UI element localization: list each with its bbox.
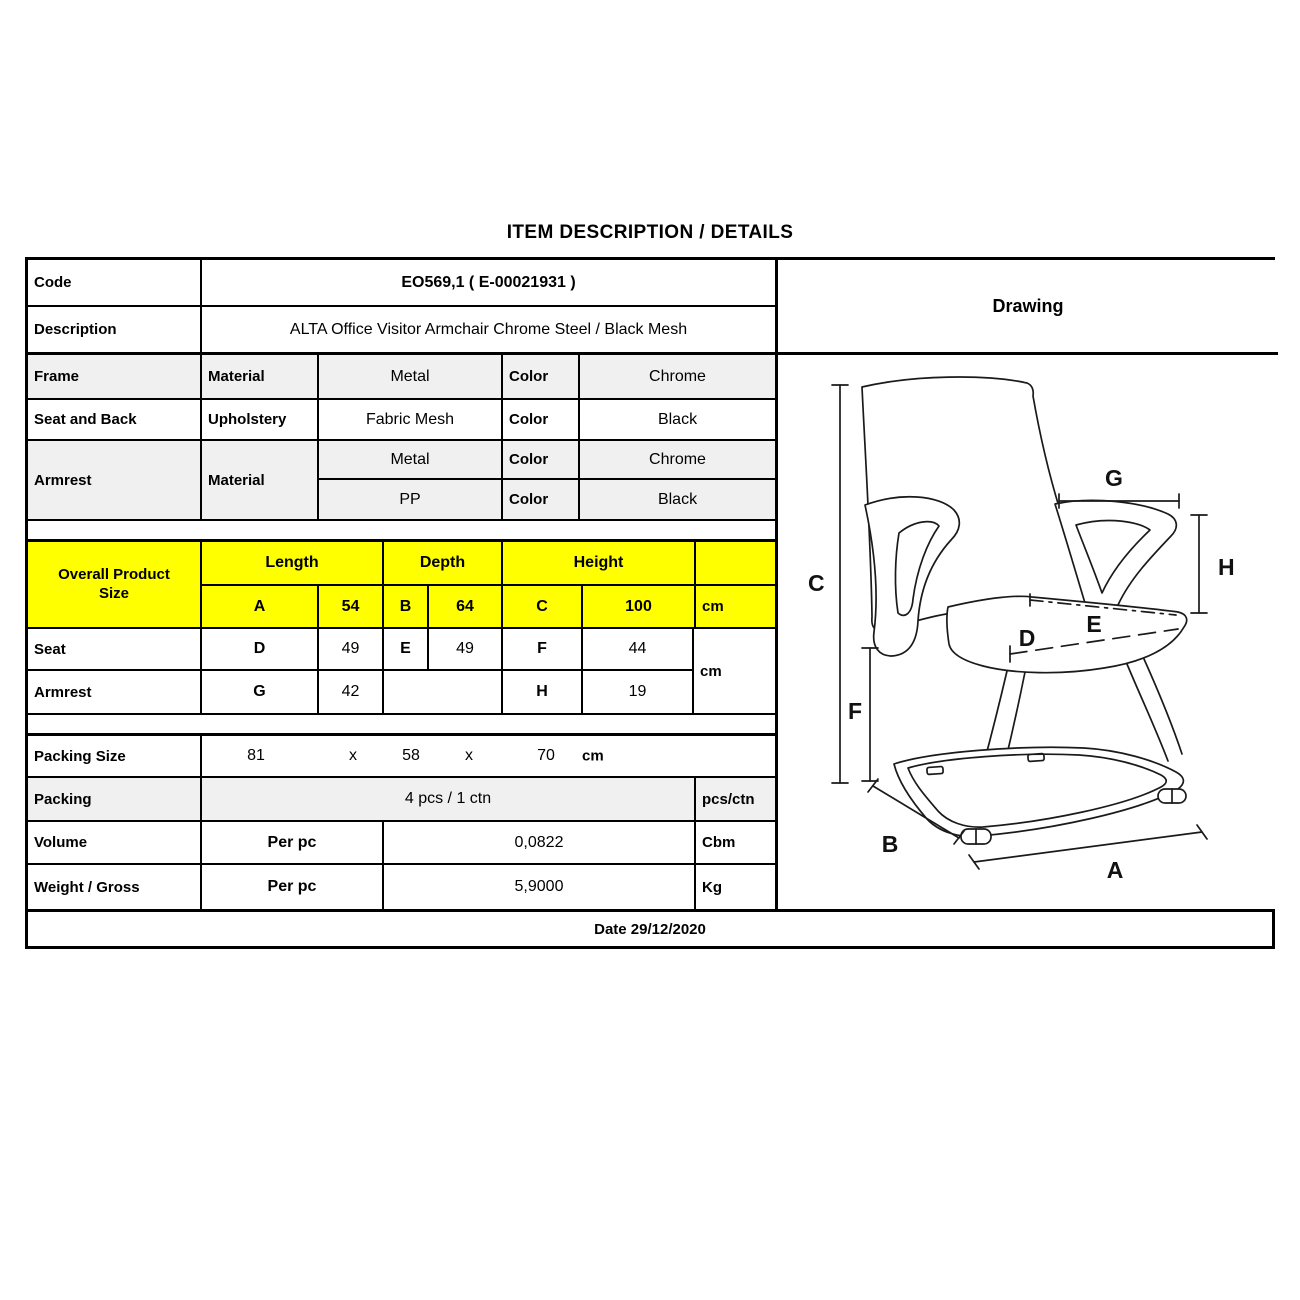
height-header: Height xyxy=(503,542,696,584)
armrest-material2-value: PP xyxy=(319,480,503,519)
packing-size-values xyxy=(202,736,775,776)
dim-label-h: H xyxy=(1218,554,1235,580)
frame-part-label: Frame xyxy=(28,355,202,398)
armrest-material1-value: Metal xyxy=(319,441,503,478)
armrest-part-label: Armrest xyxy=(28,441,202,519)
seat-back-row xyxy=(28,400,775,441)
armrest-color1-value: Chrome xyxy=(649,450,706,468)
size-unit: cm xyxy=(702,598,724,615)
dim-h-value: 19 xyxy=(628,683,647,700)
code-row xyxy=(28,260,775,307)
dim-f-value: 44 xyxy=(628,640,647,657)
seat-armrest-size-rows xyxy=(28,629,775,715)
weight-row xyxy=(28,865,775,909)
dim-empty-cell xyxy=(384,671,503,713)
chair-technical-drawing xyxy=(778,355,1278,909)
dim-b-value: 64 xyxy=(429,586,503,627)
packing-unit: pcs/ctn xyxy=(702,790,755,808)
dim-f-letter: F xyxy=(503,629,583,669)
depth-header: Depth xyxy=(384,542,503,584)
seat-armrest-left xyxy=(28,629,694,713)
description-label: Description xyxy=(28,307,202,352)
frame-attr-label: Material xyxy=(202,355,319,398)
frame-material-value: Metal xyxy=(319,355,503,398)
dim-c-letter: C xyxy=(503,586,583,627)
date-row xyxy=(28,909,1272,946)
armrest-color1-label: Color xyxy=(503,441,580,478)
armrest-subrow-metal xyxy=(319,441,775,480)
armrest-color2-value: Black xyxy=(657,490,698,508)
details-left-section xyxy=(28,260,775,909)
frame-color-label: Color xyxy=(503,355,580,398)
volume-label: Volume xyxy=(28,822,202,863)
page-title: ITEM DESCRIPTION / DETAILS xyxy=(506,222,794,243)
armrest-subrow-pp xyxy=(319,480,775,519)
size-header-cols xyxy=(202,542,775,627)
armrest-attr-label: Material xyxy=(202,441,319,519)
date-value: Date 29/12/2020 xyxy=(594,920,706,938)
seat-back-part-label: Seat and Back xyxy=(28,400,202,439)
frame-color-value: Chrome xyxy=(649,367,706,385)
armrest-subrows xyxy=(319,441,775,519)
packing-size-x1: x xyxy=(349,747,357,764)
dim-a-letter: A xyxy=(202,586,319,627)
packing-row xyxy=(28,778,775,822)
frame-row xyxy=(28,355,775,400)
dim-line-c xyxy=(832,385,848,783)
packing-size-v1: 81 xyxy=(247,747,265,764)
seat-back-color-label: Color xyxy=(503,400,580,439)
size-unit-merged: cm xyxy=(700,662,722,680)
dim-label-e: E xyxy=(1086,611,1102,637)
weight-unit: Kg xyxy=(702,878,722,896)
dim-c-value: 100 xyxy=(583,586,696,627)
overall-size-label: Overall Product Size xyxy=(28,542,202,627)
dim-d-value: 49 xyxy=(319,629,384,669)
description-value: ALTA Office Visitor Armchair Chrome Steel / Black Mesh xyxy=(289,320,688,338)
packing-label: Packing xyxy=(28,778,202,820)
dim-label-b: B xyxy=(881,831,899,857)
dim-g-letter: G xyxy=(202,671,319,713)
dim-e-letter: E xyxy=(384,629,429,669)
armrest-size-row xyxy=(28,671,692,713)
volume-value: 0,0822 xyxy=(384,822,696,863)
packing-size-label: Packing Size xyxy=(28,736,202,776)
size-header-blank xyxy=(696,542,775,584)
weight-value: 5,9000 xyxy=(384,865,696,909)
size-values-row xyxy=(202,586,775,627)
dim-label-a: A xyxy=(1106,857,1124,883)
armrest-color2-label: Color xyxy=(503,480,580,519)
item-details-table xyxy=(25,257,1275,949)
packing-size-row xyxy=(28,736,775,778)
packing-size-v3: 70 xyxy=(537,747,555,764)
dim-line-f xyxy=(862,648,878,781)
drawing-header: Drawing xyxy=(778,260,1278,355)
size-group-row xyxy=(202,542,775,586)
volume-row xyxy=(28,822,775,865)
packing-size-v2: 58 xyxy=(402,747,420,764)
length-header: Length xyxy=(202,542,384,584)
spacer-row-1 xyxy=(28,521,775,542)
drawing-area xyxy=(778,355,1278,909)
seat-size-label: Seat xyxy=(28,629,202,669)
dim-a-value: 54 xyxy=(319,586,384,627)
description-row xyxy=(28,307,775,355)
drawing-section xyxy=(775,260,1278,909)
dim-label-f: F xyxy=(848,698,863,724)
code-label: Code xyxy=(28,260,202,305)
dim-label-g: G xyxy=(1105,465,1123,491)
armrest-size-label: Armrest xyxy=(28,671,202,713)
chair-seat xyxy=(947,596,1187,672)
code-value: EO569,1 ( E-00021931 ) xyxy=(401,273,576,291)
packing-size-unit: cm xyxy=(582,747,604,765)
spacer-row-2 xyxy=(28,715,775,736)
packing-size-x2: x xyxy=(465,747,473,764)
seat-back-material-value: Fabric Mesh xyxy=(319,400,503,439)
dim-b-letter: B xyxy=(384,586,429,627)
volume-unit: Cbm xyxy=(702,834,736,851)
chair-rear-leg xyxy=(1127,664,1168,761)
seat-size-row xyxy=(28,629,692,671)
dim-e-value: 49 xyxy=(429,629,503,669)
seat-back-attr-label: Upholstery xyxy=(202,400,319,439)
dim-h-letter: H xyxy=(503,671,583,713)
dim-label-c: C xyxy=(808,570,825,596)
dim-g-value: 42 xyxy=(319,671,384,713)
packing-value: 4 pcs / 1 ctn xyxy=(202,778,696,820)
weight-basis: Per pc xyxy=(202,865,384,909)
dim-line-h xyxy=(1191,515,1207,613)
volume-basis: Per pc xyxy=(202,822,384,863)
overall-size-header xyxy=(28,542,775,629)
weight-label: Weight / Gross xyxy=(28,865,202,909)
dim-d-letter: D xyxy=(202,629,319,669)
armrest-spec-rows xyxy=(28,441,775,521)
seat-back-color-value: Black xyxy=(657,410,698,428)
dim-label-d: D xyxy=(1018,625,1036,651)
